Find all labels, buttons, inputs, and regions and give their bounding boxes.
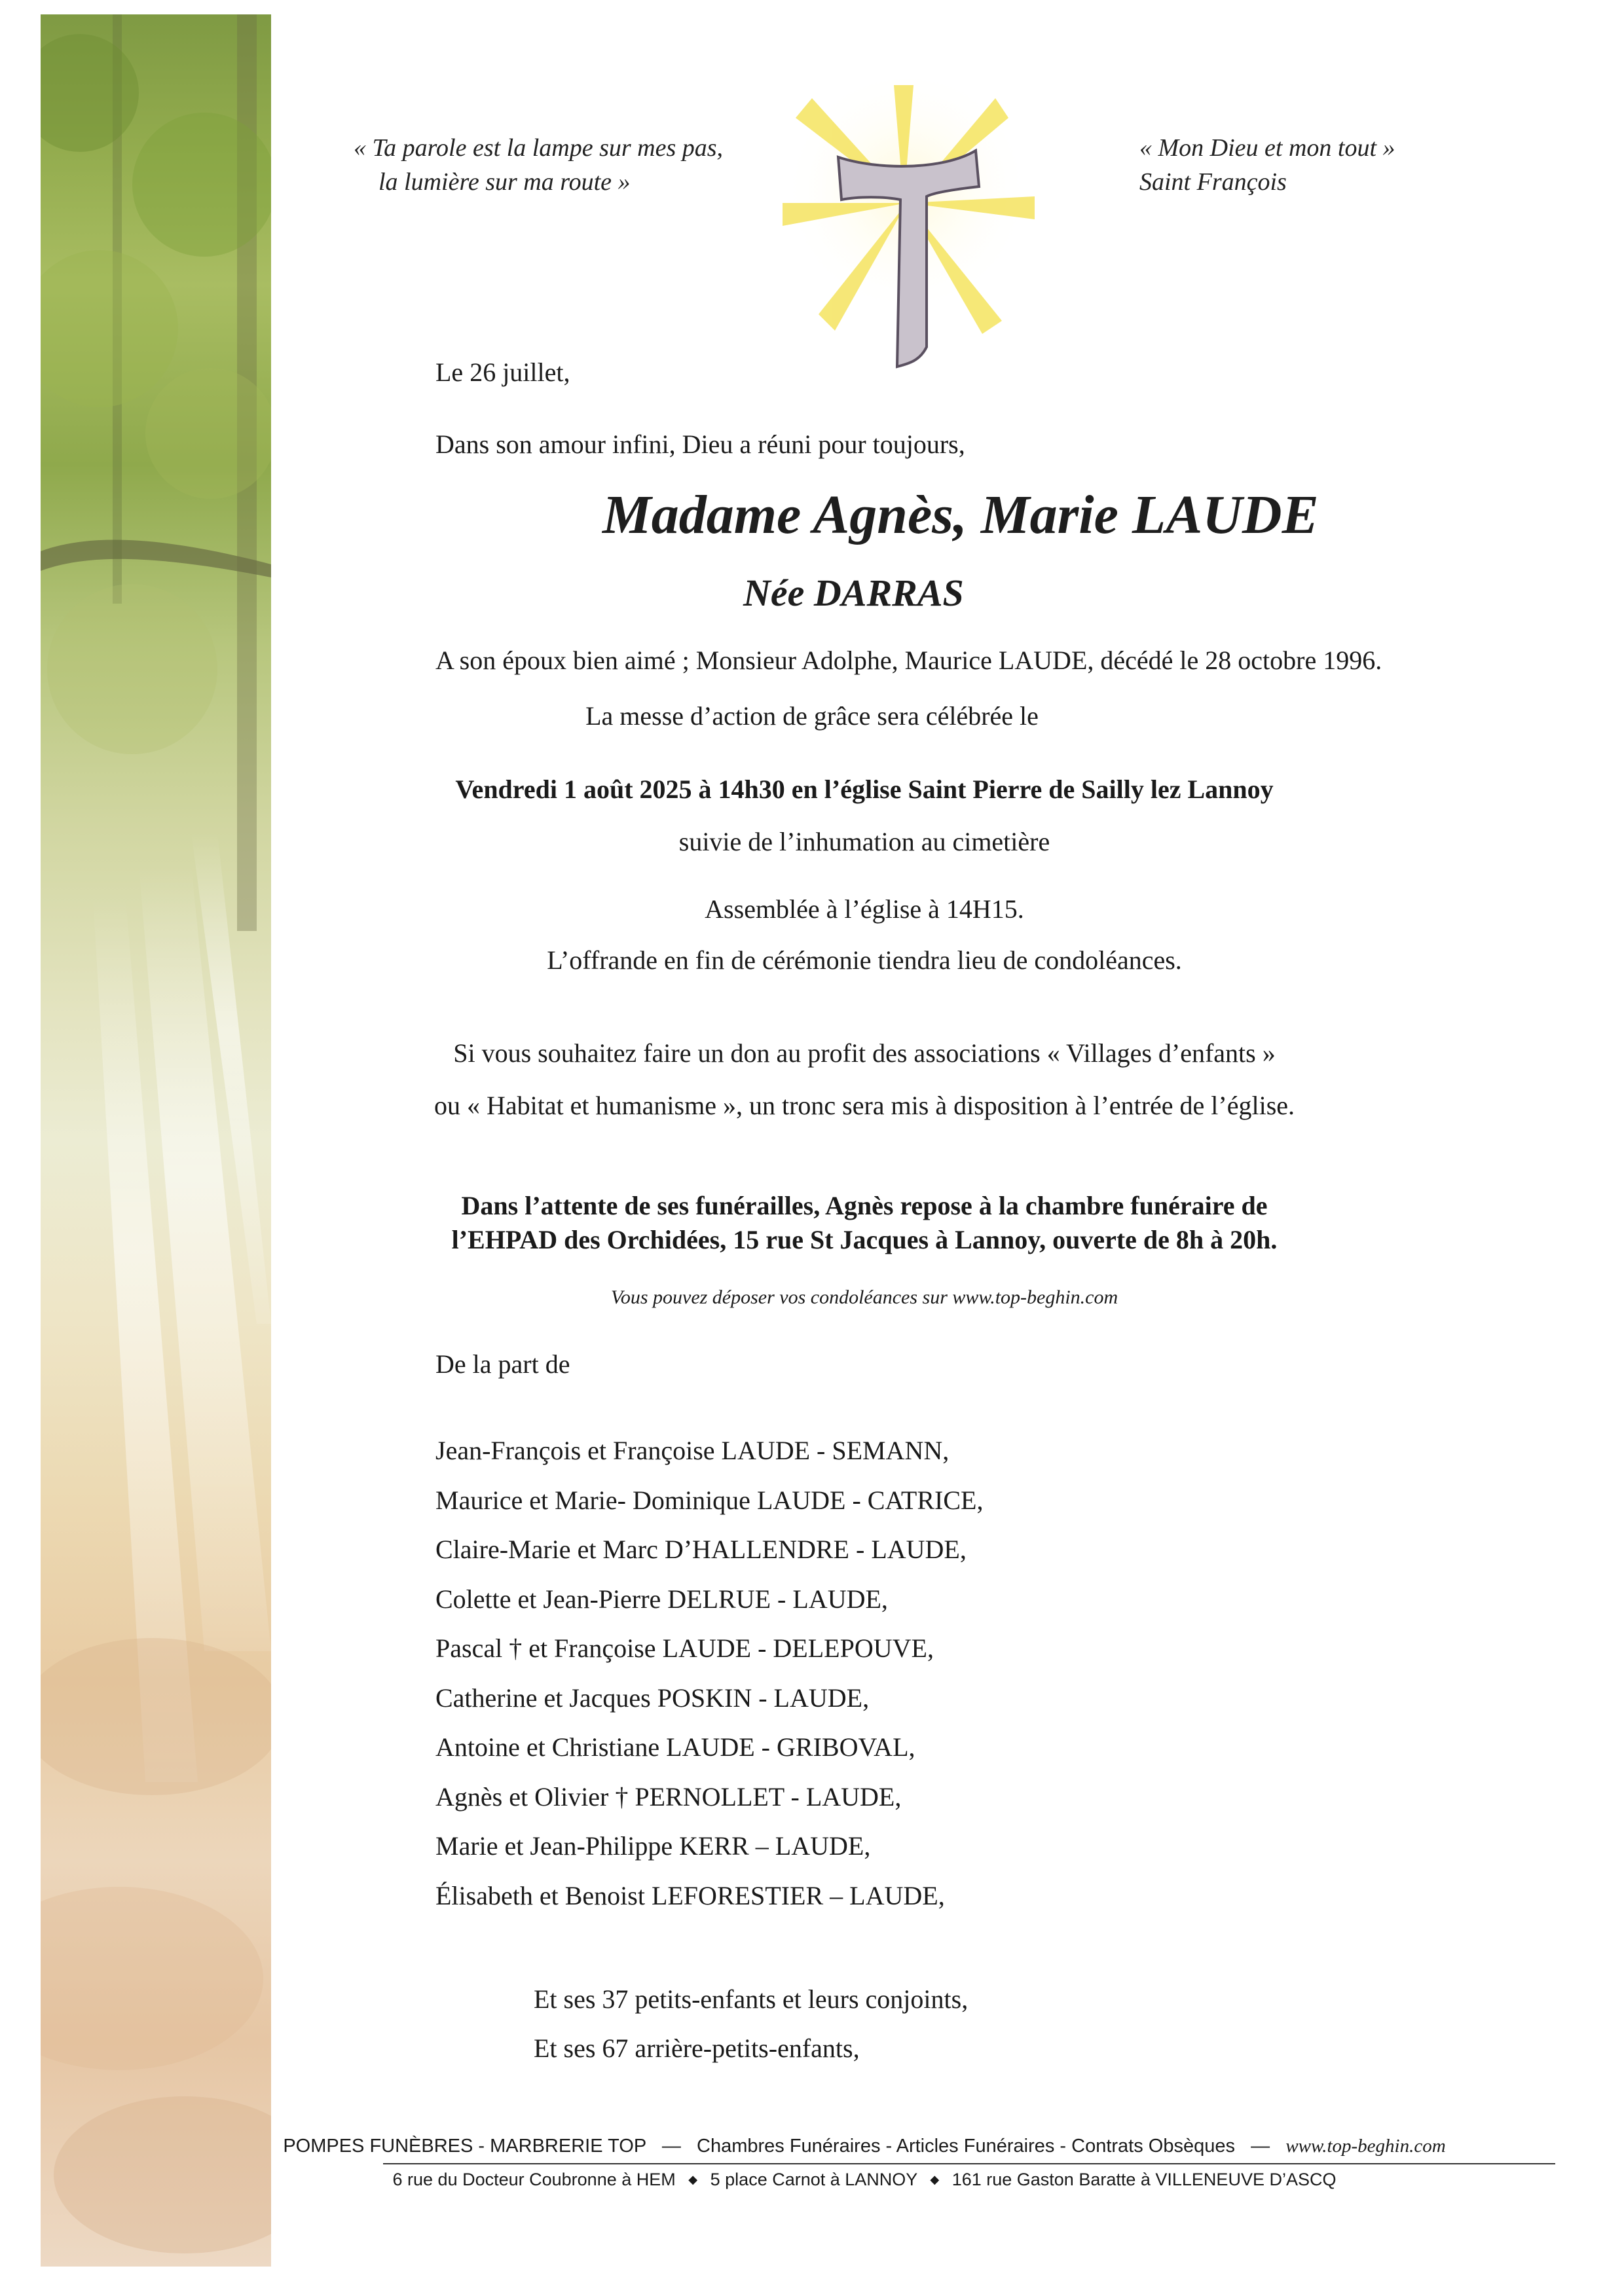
footer-dash: —	[1251, 2136, 1270, 2157]
saint-francis-quote-line-1: « Mon Dieu et mon tout »	[1139, 134, 1395, 162]
footer-address-hem: 6 rue du Docteur Coubronne à HEM	[392, 2170, 676, 2189]
mass-intro: La messe d’action de grâce sera célébrée le	[585, 701, 1039, 731]
footer-divider	[383, 2163, 1555, 2164]
from-label: De la part de	[435, 1349, 570, 1379]
diamond-bullet-icon: ◆	[688, 2173, 698, 2186]
family-member: Claire-Marie et Marc D’HALLENDRE - LAUDE,	[435, 1535, 967, 1564]
donation-line-1: Si vous souhaitez faire un don au profit des associations « Villages d’enfants »	[453, 1038, 1276, 1068]
family-member: Antoine et Christiane LAUDE - GRIBOVAL,	[435, 1732, 915, 1762]
grandchildren-line: Et ses 37 petits-enfants et leurs conjoints,	[534, 1984, 969, 2014]
footer-company-name: POMPES FUNÈBRES - MARBRERIE TOP	[283, 2136, 646, 2157]
family-member: Catherine et Jacques POSKIN - LAUDE,	[435, 1683, 870, 1713]
burial-line: suivie de l’inhumation au cimetière	[678, 827, 1050, 856]
deceased-name: Madame Agnès, Marie LAUDE	[602, 484, 1319, 545]
footer-addresses	[52, 2170, 1624, 2190]
footer-services: Chambres Funéraires - Articles Funéraires - Contrats Obsèques	[697, 2136, 1235, 2157]
date-line: Le 26 juillet,	[435, 357, 570, 387]
intro-line: Dans son amour infini, Dieu a réuni pour toujours,	[435, 429, 965, 459]
scripture-quote-line-1: « Ta parole est la lampe sur mes pas,	[354, 134, 724, 162]
saint-francis-quote-line-2: Saint François	[1139, 168, 1287, 196]
family-member: Colette et Jean-Pierre DELRUE - LAUDE,	[435, 1584, 888, 1614]
condolences-website-line: Vous pouvez déposer vos condoléances sur www.top-beghin.com	[610, 1286, 1118, 1308]
forest-path-photo	[41, 14, 271, 2267]
repose-line-1: Dans l’attente de ses funérailles, Agnès repose à la chambre funéraire de	[461, 1191, 1268, 1220]
maiden-name: Née DARRAS	[743, 572, 964, 614]
footer-website: www.top-beghin.com	[1285, 2136, 1446, 2157]
diamond-bullet-icon: ◆	[930, 2173, 940, 2186]
spouse-line: A son époux bien aimé ; Monsieur Adolphe, Maurice LAUDE, décédé le 28 octobre 1996.	[435, 646, 1382, 675]
footer-address-villeneuve: 161 rue Gaston Baratte à VILLENEUVE D’ASCQ	[951, 2170, 1337, 2189]
scripture-quote-line-2: la lumière sur ma route »	[378, 168, 631, 196]
offering-line: L’offrande en fin de cérémonie tiendra lieu de condoléances.	[547, 945, 1182, 975]
family-member: Élisabeth et Benoist LEFORESTIER – LAUDE,	[435, 1880, 945, 1910]
assembly-line: Assemblée à l’église à 14H15.	[705, 894, 1024, 924]
family-member: Pascal † et Françoise LAUDE - DELEPOUVE,	[435, 1633, 934, 1663]
footer-dash: —	[661, 2136, 681, 2157]
tau-cross-with-sun-rays-icon	[779, 72, 1035, 373]
family-member: Marie et Jean-Philippe KERR – LAUDE,	[435, 1831, 871, 1861]
scripture-quote	[354, 131, 723, 199]
repose-line-2: l’EHPAD des Orchidées, 15 rue St Jacques à Lannoy, ouverte de 8h à 20h.	[451, 1225, 1278, 1254]
family-member: Jean-François et Françoise LAUDE - SEMANN,	[435, 1436, 950, 1465]
family-member: Agnès et Olivier † PERNOLLET - LAUDE,	[435, 1781, 902, 1812]
family-member: Maurice et Marie- Dominique LAUDE - CATRICE,	[435, 1485, 984, 1515]
saint-francis-quote	[1139, 131, 1395, 199]
footer-company-bar	[52, 2136, 1624, 2157]
family-list	[435, 1426, 983, 1920]
donation-line-2: ou « Habitat et humanisme », un tronc sera mis à disposition à l’entrée de l’église.	[434, 1091, 1295, 1120]
ceremony-details: Vendredi 1 août 2025 à 14h30 en l’église Saint Pierre de Sailly lez Lannoy	[455, 774, 1274, 804]
footer-address-lannoy: 5 place Carnot à LANNOY	[710, 2170, 917, 2189]
great-grandchildren-line: Et ses 67 arrière-petits-enfants,	[534, 2033, 860, 2063]
